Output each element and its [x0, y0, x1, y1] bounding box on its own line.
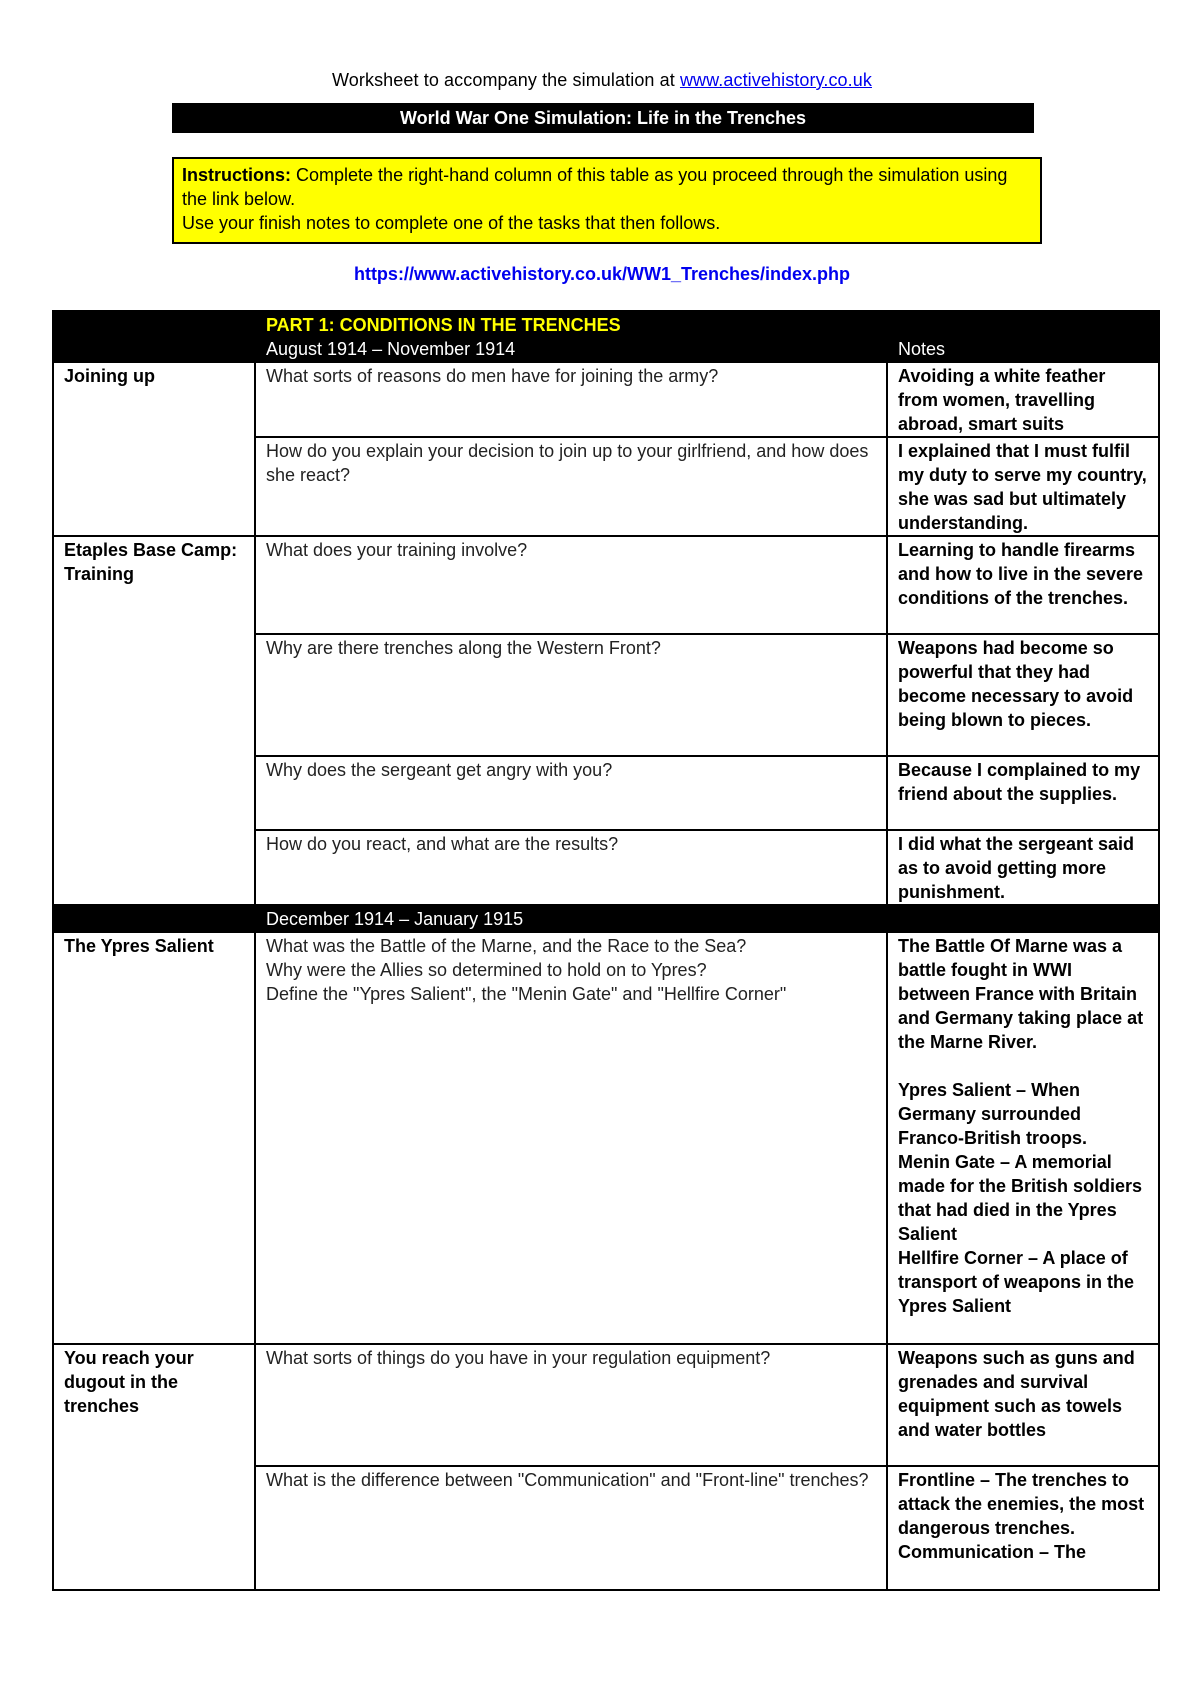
notes-header-cell	[887, 311, 1159, 362]
section-label-etaples: Etaples Base Camp: Training	[53, 536, 255, 905]
question-cell	[255, 932, 887, 1344]
part-title: PART 1: CONDITIONS IN THE TRENCHES	[266, 315, 621, 335]
worksheet-intro	[172, 70, 1032, 91]
simulation-link[interactable]: https://www.activehistory.co.uk/WW1_Trenches/index.php	[353, 264, 851, 284]
answer-cell[interactable]: I explained that I must fulfil my duty to serve my country, she was sad but ultimately understanding.	[887, 437, 1159, 536]
question-line: What was the Battle of the Marne, and the Race to the Sea?	[266, 936, 747, 956]
part-header-empty	[53, 311, 255, 362]
period-header-row	[53, 905, 1159, 932]
answer-paragraph: Menin Gate – A memorial made for the British soldiers that had died in the Ypres Salient	[898, 1152, 1143, 1244]
table-row	[53, 1344, 1159, 1466]
question-line: Define the "Ypres Salient", the "Menin Gate" and "Hellfire Corner"	[266, 984, 787, 1004]
section-label-ypres: The Ypres Salient	[53, 932, 255, 1344]
instructions-line2: Use your finish notes to complete one of the tasks that then follows.	[182, 213, 721, 233]
notes-header: Notes	[898, 339, 946, 359]
table-row	[53, 362, 1159, 437]
section-label-dugout: You reach your dugout in the trenches	[53, 1344, 255, 1590]
site-link[interactable]: www.activehistory.co.uk	[679, 70, 872, 90]
question-cell: What does your training involve?	[255, 536, 887, 634]
table-row	[53, 536, 1159, 634]
table-row	[53, 932, 1159, 1344]
question-line: Why were the Allies so determined to hold on to Ypres?	[266, 960, 707, 980]
question-cell: What sorts of things do you have in your regulation equipment?	[255, 1344, 887, 1466]
instructions-box	[172, 157, 1042, 244]
answer-cell[interactable]: Avoiding a white feather from women, travelling abroad, smart suits	[887, 362, 1159, 437]
intro-text: Worksheet to accompany the simulation at	[332, 70, 680, 90]
answer-cell[interactable]: Learning to handle firearms and how to live in the severe conditions of the trenches.	[887, 536, 1159, 634]
question-cell: How do you react, and what are the results?	[255, 830, 887, 905]
answer-paragraph: The Battle Of Marne was a battle fought in WWI between France with Britain and Germany taking place at the Marne River.	[898, 936, 1144, 1052]
worksheet-table	[52, 310, 1160, 1591]
part-header-cell	[255, 311, 887, 362]
question-cell: Why does the sergeant get angry with you?	[255, 756, 887, 830]
period-1: August 1914 – November 1914	[266, 339, 516, 359]
answer-paragraph: Hellfire Corner – A place of transport of weapons in the Ypres Salient	[898, 1248, 1135, 1316]
answer-cell[interactable]	[887, 932, 1159, 1344]
section-label-joining: Joining up	[53, 362, 255, 536]
answer-paragraph: Frontline – The trenches to attack the enemies, the most dangerous trenches.	[898, 1470, 1145, 1538]
answer-cell[interactable]: Because I complained to my friend about the supplies.	[887, 756, 1159, 830]
answer-cell[interactable]	[887, 1466, 1159, 1590]
answer-paragraph: Ypres Salient – When Germany surrounded Franco-British troops.	[898, 1080, 1088, 1148]
period-2: December 1914 – January 1915	[255, 905, 887, 932]
worksheet-title: World War One Simulation: Life in the Trenches	[172, 103, 1034, 133]
answer-paragraph: Communication – The	[898, 1542, 1087, 1562]
question-cell: How do you explain your decision to join up to your girlfriend, and how does she react?	[255, 437, 887, 536]
question-cell: What is the difference between "Communication" and "Front-line" trenches?	[255, 1466, 887, 1590]
question-cell: Why are there trenches along the Western Front?	[255, 634, 887, 756]
answer-cell[interactable]: I did what the sergeant said as to avoid getting more punishment.	[887, 830, 1159, 905]
question-cell: What sorts of reasons do men have for joining the army?	[255, 362, 887, 437]
instructions-label: Instructions:	[182, 165, 292, 185]
answer-cell[interactable]: Weapons such as guns and grenades and survival equipment such as towels and water bottles	[887, 1344, 1159, 1466]
part-header-row	[53, 311, 1159, 362]
answer-cell[interactable]: Weapons had become so powerful that they had become necessary to avoid being blown to pieces.	[887, 634, 1159, 756]
instructions-line1: Complete the right-hand column of this table as you proceed through the simulation using the link below.	[182, 165, 1008, 209]
